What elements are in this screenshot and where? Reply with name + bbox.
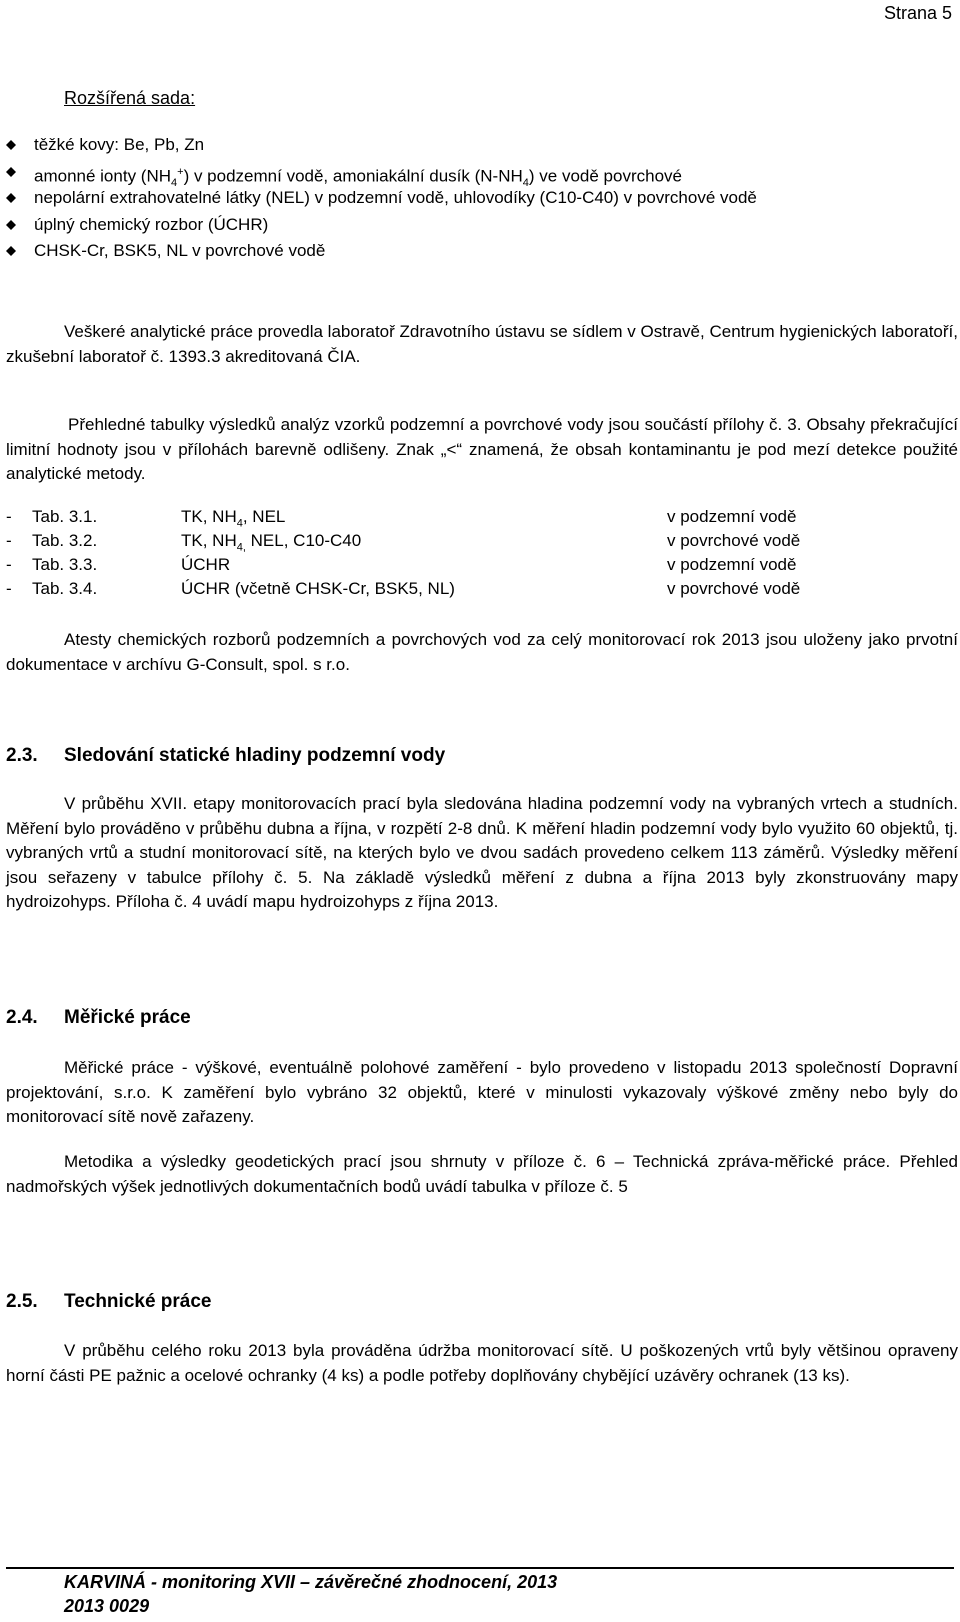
- table-location: v povrchové vodě: [667, 531, 801, 550]
- paragraph-tables: [6, 413, 958, 487]
- paragraph-text: Měřické práce - výškové, eventuálně polohové zaměření - bylo provedeno v listopadu 2013 společností Dopravní projektování, s.r.o. K zaměření bylo vybráno 32 objektů, které v minulosti vykazovaly výškové změny nebo byly do monitorovací sítě nově zařazeny.: [6, 1058, 958, 1126]
- diamond-bullet-icon: [6, 167, 16, 177]
- table-row: [6, 555, 800, 579]
- table-location: v podzemní vodě: [667, 555, 797, 574]
- paragraph-atesty: [6, 628, 958, 677]
- section-title: Technické práce: [64, 1291, 212, 1312]
- paragraph-mericke-2: [6, 1150, 958, 1199]
- paragraph-text: Přehledné tabulky výsledků analýz vzorků podzemní a povrchové vody jsou součástí přílohy č. 3. Obsahy překračující limitní hodnoty jsou v přílohách barevně odlišeny. Znak „<“ znamená, že obsah kontaminantu je pod mezí detekce použité analytické metody.: [6, 415, 958, 483]
- section-title: Měřické práce: [64, 1007, 191, 1028]
- bullet-text: nepolární extrahovatelné látky (NEL) v podzemní vodě, uhlovodíky (C10-C40) v povrchové vodě: [34, 188, 757, 207]
- table-ref: Tab. 3.4.: [32, 579, 98, 598]
- table-description: [181, 531, 667, 555]
- paragraph-text: V průběhu celého roku 2013 byla prováděna údržba monitorovací sítě. U poškozených vrtů byly většinou opraveny horní části PE pažnic a ocelové ochranky (4 ks) a podle potřeby doplňovány chybějící uzávěry ochranek (13 ks).: [6, 1341, 958, 1385]
- row-dash: -: [6, 579, 12, 598]
- table-ref: Tab. 3.1.: [32, 507, 98, 526]
- table-description: ÚCHR (včetně CHSK-Cr, BSK5, NL): [181, 579, 455, 598]
- list-item: [6, 159, 757, 189]
- table-description: [181, 507, 667, 531]
- footer-divider: [6, 1567, 954, 1569]
- paragraph-text: Veškeré analytické práce provedla laboratoř Zdravotního ústavu se sídlem v Ostravě, Centrum hygienických laboratoří, zkušební laboratoř č. 1393.3 akreditovaná ČIA.: [6, 322, 958, 366]
- row-dash: -: [6, 507, 12, 526]
- section-title: Sledování statické hladiny podzemní vody: [64, 745, 446, 766]
- table-location: v povrchové vodě: [667, 579, 801, 598]
- table-description: ÚCHR: [181, 555, 231, 574]
- footer-title: KARVINÁ - monitoring XVII – závěrečné zhodnocení, 2013: [64, 1572, 558, 1592]
- subscript: 4,: [236, 541, 246, 554]
- section-heading-2-4: [6, 1007, 191, 1029]
- desc-text: TK, NH: [181, 531, 237, 550]
- desc-text: , NEL: [242, 507, 286, 526]
- section-heading-2-5: [6, 1291, 212, 1313]
- diamond-bullet-icon: [6, 246, 16, 256]
- paragraph-text: Metodika a výsledky geodetických prací jsou shrnuty v příloze č. 6 – Technická zpráva-měřické práce. Přehled nadmořských výšek jednotlivých dokumentačních bodů uvádí tabulka v příloze č. 5: [6, 1152, 958, 1196]
- diamond-bullet-icon: [6, 193, 16, 203]
- bullet-list: [6, 132, 757, 265]
- table-row: [6, 507, 800, 531]
- footer: [64, 1570, 557, 1618]
- diamond-bullet-icon: [6, 140, 16, 150]
- paragraph-hladiny: [6, 792, 958, 915]
- bullet-text: těžké kovy: Be, Pb, Zn: [34, 135, 205, 154]
- bullet-text: amonné ionty (NH: [34, 166, 172, 186]
- table-row: [6, 531, 800, 555]
- bullet-text: ) ve vodě povrchové: [528, 166, 682, 186]
- paragraph-text: V průběhu XVII. etapy monitorovacích prací byla sledována hladina podzemní vody na vybraných vrtech a studních. Měření bylo prováděno v průběhu dubna a října, v rozpětí 2-8 dnů. K měření hladin podzemní vody bylo využito 60 objektů, tj. vybraných vrtů a studní monitorovací sítě, na kterých bylo ve dvou sadách provedeno celkem 113 záměrů. Výsledky měření jsou seřazeny v tabulce přílohy č. 5. Na základě výsledků měření z dubna a října 2013 byly zkonstruovány mapy hydroizohyps. Příloha č. 4 uvádí mapu hydroizohyps z října 2013.: [6, 794, 958, 911]
- list-item: [6, 212, 757, 239]
- row-dash: -: [6, 531, 12, 550]
- section-number: 2.5.: [6, 1291, 38, 1312]
- paragraph-laboratory: [6, 320, 958, 369]
- list-item: [6, 185, 757, 212]
- page-number: Strana 5: [883, 3, 952, 23]
- subscript: 4: [171, 176, 178, 189]
- desc-text: TK, NH: [181, 507, 237, 526]
- desc-text: NEL, C10-C40: [245, 531, 362, 550]
- subscript: 4: [236, 517, 243, 530]
- table-ref: Tab. 3.2.: [32, 531, 98, 550]
- table-location: v podzemní vodě: [667, 507, 797, 526]
- subscript: 4: [522, 176, 529, 189]
- subtitle: Rozšířená sada:: [64, 88, 196, 108]
- table-row: [6, 579, 800, 603]
- tables-list: [6, 507, 800, 603]
- footer-code: 2013 0029: [64, 1596, 150, 1616]
- superscript: +: [177, 165, 184, 178]
- paragraph-technicke: [6, 1339, 958, 1388]
- bullet-text: CHSK-Cr, BSK5, NL v povrchové vodě: [34, 241, 326, 260]
- table-ref: Tab. 3.3.: [32, 555, 98, 574]
- section-heading-2-3: [6, 745, 445, 767]
- row-dash: -: [6, 555, 12, 574]
- section-number: 2.3.: [6, 745, 38, 766]
- paragraph-text: Atesty chemických rozborů podzemních a povrchových vod za celý monitorovací rok 2013 jsou uloženy jako prvotní dokumentace v archívu G-Consult, spol. s r.o.: [6, 630, 958, 674]
- list-item: [6, 238, 757, 265]
- paragraph-mericke-1: [6, 1056, 958, 1130]
- bullet-text: úplný chemický rozbor (ÚCHR): [34, 214, 269, 234]
- diamond-bullet-icon: [6, 220, 16, 230]
- bullet-text: ) v podzemní vodě, amoniakální dusík (N-NH: [183, 166, 523, 186]
- section-number: 2.4.: [6, 1007, 38, 1028]
- list-item: [6, 132, 757, 159]
